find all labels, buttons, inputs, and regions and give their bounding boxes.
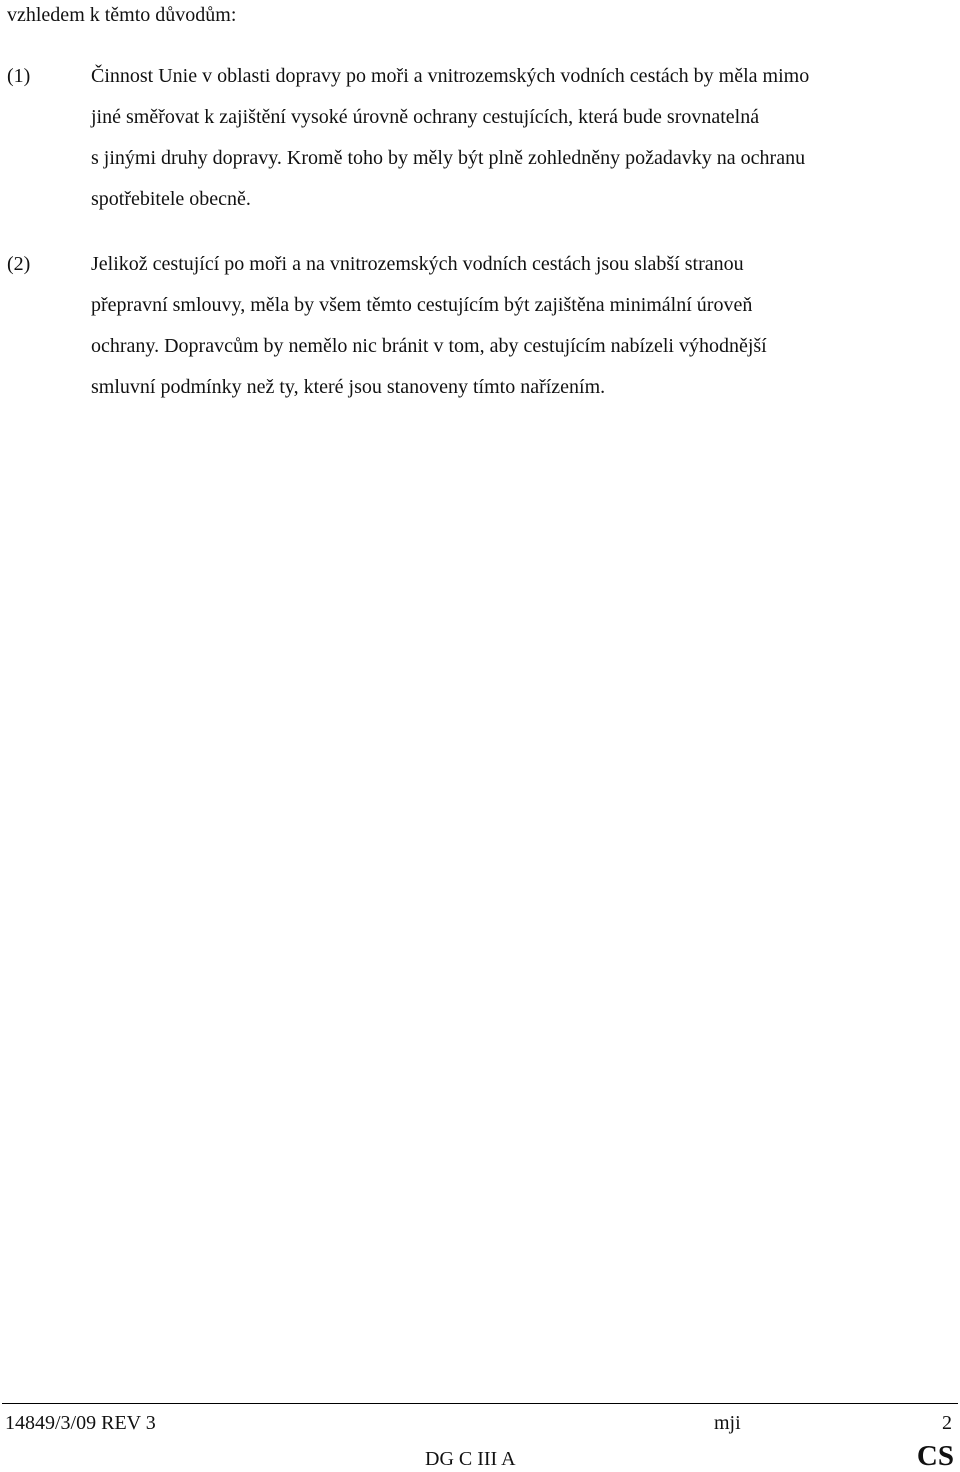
page-number: 2: [942, 1412, 952, 1434]
intro-text: vzhledem k těmto důvodům:: [7, 4, 237, 26]
department-code: DG C III A: [425, 1448, 516, 1470]
recital-line: Činnost Unie v oblasti dopravy po moři a vnitrozemských vodních cestách by měla mimo: [91, 65, 810, 87]
recital-line: smluvní podmínky než ty, které jsou stanoveny tímto nařízením.: [91, 376, 606, 398]
recital-line: spotřebitele obecně.: [91, 188, 251, 210]
recital-line: jiné směřovat k zajištění vysoké úrovně ochrany cestujících, která bude srovnatelná: [91, 106, 760, 128]
recital-line: přepravní smlouvy, měla by všem těmto cestujícím být zajištěna minimální úroveň: [91, 294, 753, 316]
recital-text: [91, 56, 952, 220]
footer-divider: [2, 1403, 958, 1404]
recital-line: ochrany. Dopravcům by nemělo nic bránit v tom, aby cestujícím nabízeli výhodnější: [91, 335, 767, 357]
recital-number: (1): [7, 65, 31, 87]
recital-line: s jinými druhy dopravy. Kromě toho by měly být plně zohledněny požadavky na ochranu: [91, 147, 806, 169]
recital-number: (2): [7, 253, 31, 275]
language-code: CS: [916, 1440, 954, 1472]
recital-text: [91, 244, 952, 408]
document-reference: 14849/3/09 REV 3: [5, 1412, 156, 1434]
recital-line: Jelikož cestující po moři a na vnitrozemských vodních cestách jsou slabší stranou: [91, 253, 744, 275]
author-initials: mji: [714, 1412, 741, 1434]
